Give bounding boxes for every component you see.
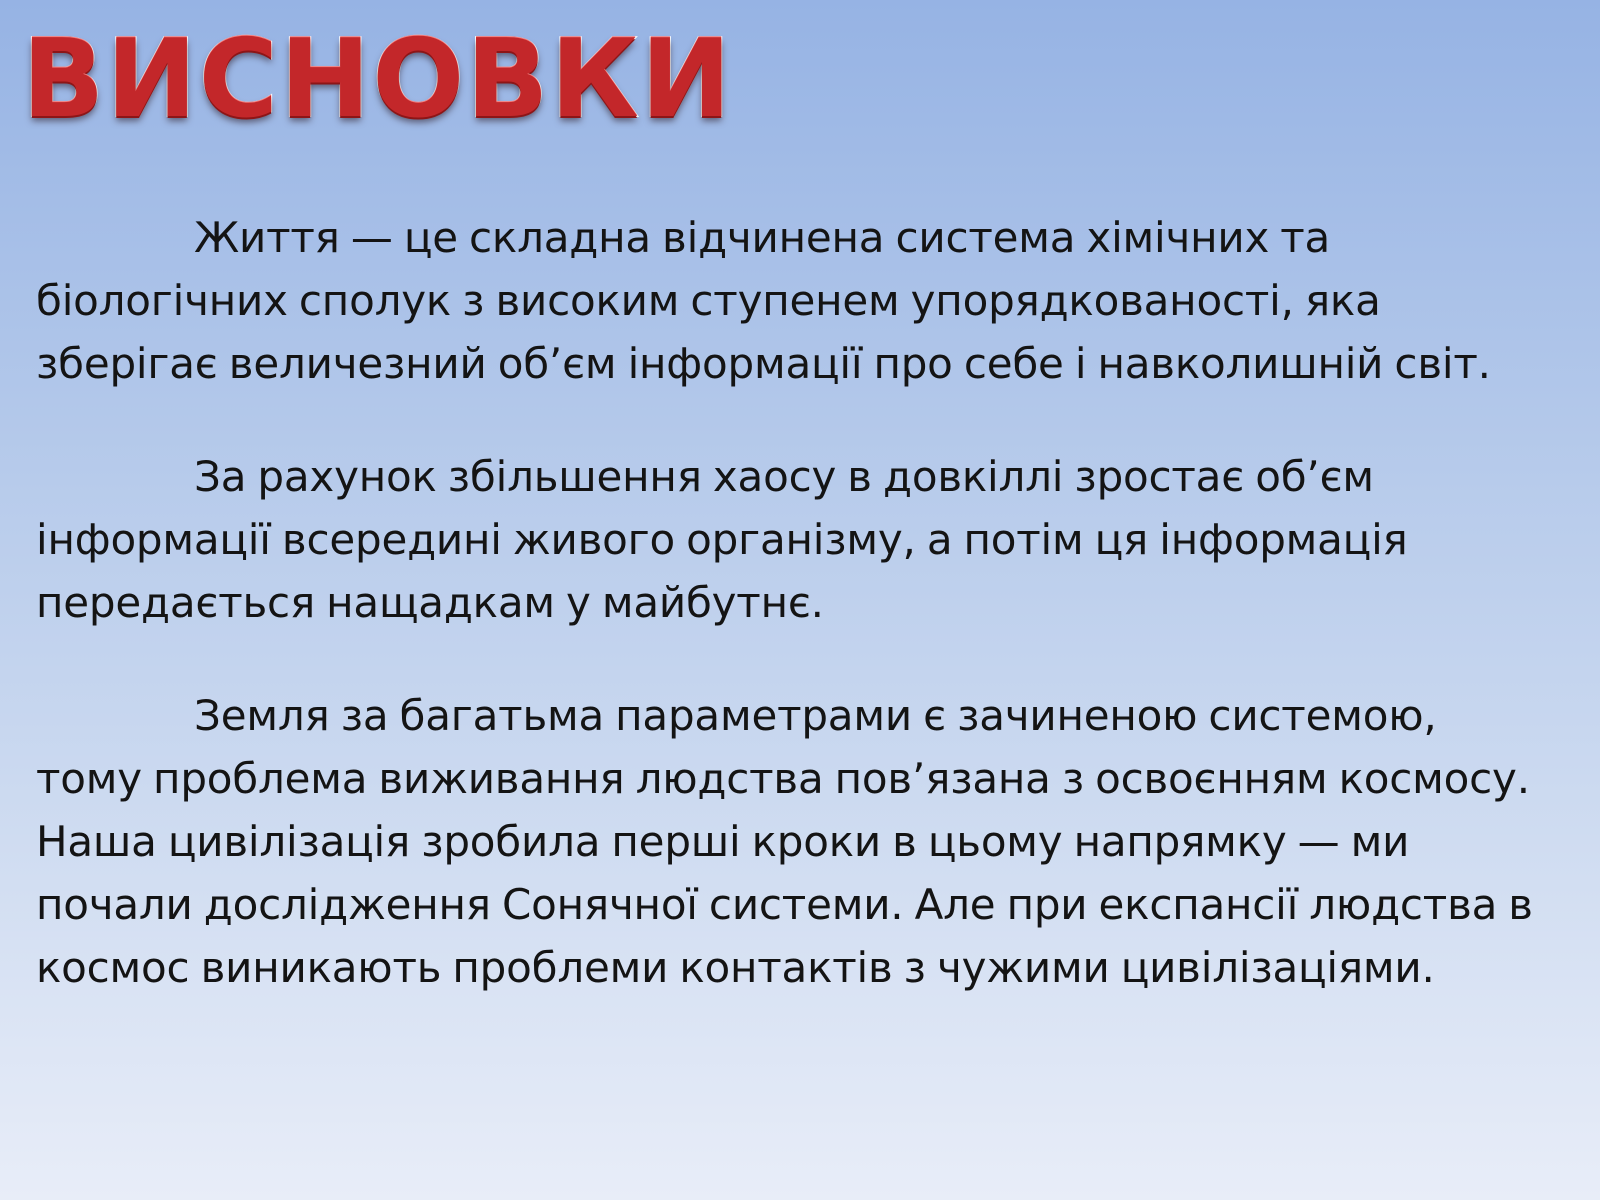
paragraph-information-growth: За рахунок збільшення хаосу в довкіллі зростає об’єм інформації всередині живого організму, а потім ця інформація передається нащадкам у майбутнє.	[36, 452, 1408, 627]
paragraph-space-exploration: Земля за багатьма параметрами є зачиненою системою, тому проблема виживання людства пов’язана з освоєнням космосу. Наша цивілізація зробила перші кроки в цьому напрямку — ми почали дослідження Сонячної системи. Але при експансії людства в космос виникають проблеми контактів з чужими цивілізаціями.	[36, 691, 1533, 992]
slide-body	[36, 206, 1536, 999]
slide-title: ВИСНОВКИ	[22, 17, 734, 142]
paragraph-life-definition: Життя — це складна відчинена система хімічних та біологічних сполук з високим ступенем упорядкованості, яка зберігає величезний об’єм інформації про себе і навколишній світ.	[36, 213, 1491, 388]
